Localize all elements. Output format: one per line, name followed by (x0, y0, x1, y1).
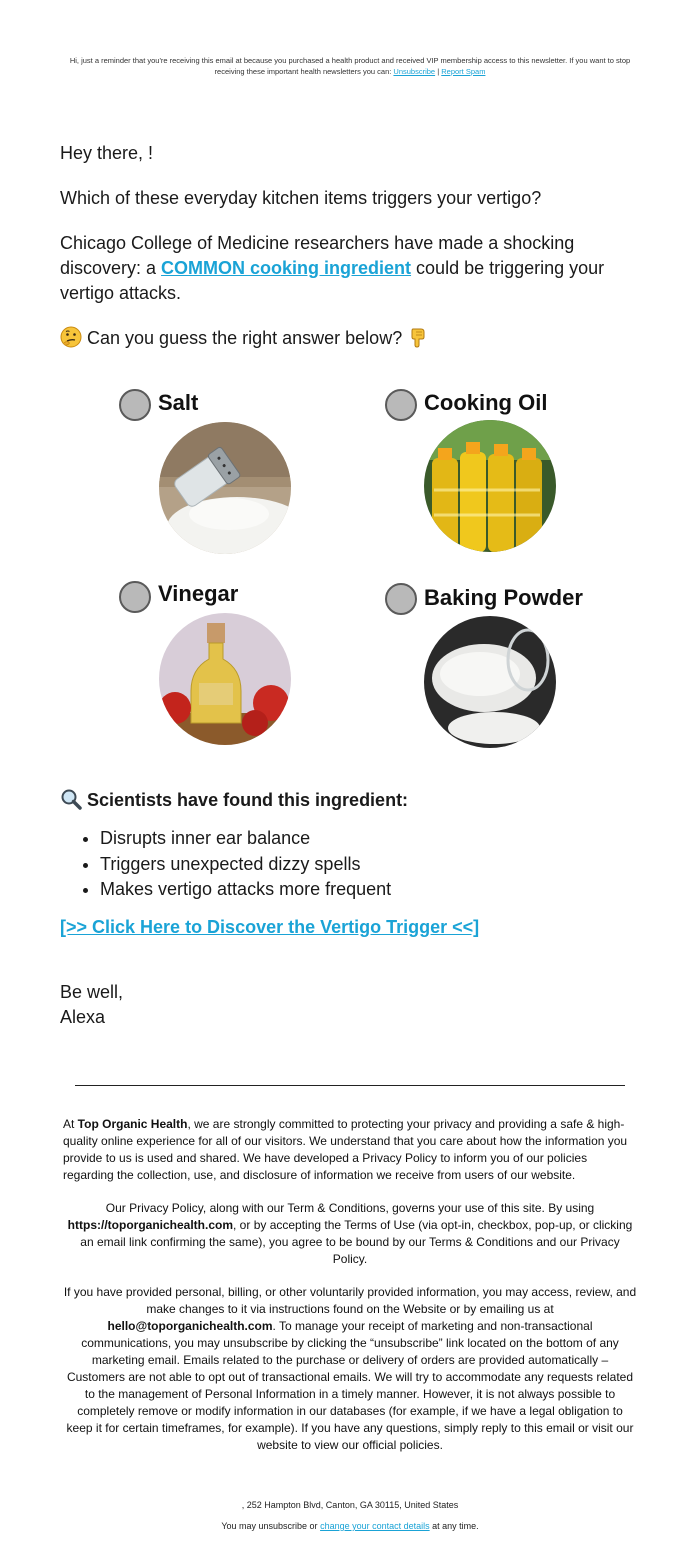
site-url: https://toporganichealth.com (67, 1218, 234, 1232)
magnifying-glass-icon (60, 788, 82, 810)
discovery-after: could be triggering your vertigo attacks. (60, 258, 605, 303)
common-ingredient-link[interactable]: COMMON cooking ingredient (161, 258, 412, 278)
radio-baking-powder[interactable] (385, 583, 417, 615)
radio-vinegar[interactable] (119, 581, 151, 613)
signoff-name: Alexa (60, 1007, 106, 1027)
legal-p2-b: , or by accepting the Terms of Use (via opt-in, checkbox, pop-up, or clicking an email link confirming the same), you agree to be bound by our Terms & Conditions and our Privacy Policy. (80, 1218, 633, 1266)
footer-unsubscribe (60, 1521, 640, 1531)
report-spam-link[interactable]: Report Spam (441, 67, 486, 76)
option-vinegar-label: Vinegar (158, 581, 239, 606)
greeting (60, 141, 640, 166)
brand-name: Top Organic Health (77, 1117, 188, 1131)
question (60, 186, 640, 211)
scientists-heading-text: Scientists have found this ingredient: (87, 790, 409, 810)
legal-paragraph-3 (63, 1284, 637, 1454)
legal-p3-a: If you have provided personal, billing, or other voluntarily provided information, you may access, review, and make changes to it via instructions found on the Website or by emailing us at (63, 1285, 637, 1316)
thinking-face-icon (60, 326, 82, 348)
option-cooking-oil[interactable] (384, 388, 584, 558)
discover-trigger-link[interactable]: [>> Click Here to Discover the Vertigo Trigger <<] (60, 917, 480, 937)
footer-unsub-b: at any time. (429, 1521, 479, 1531)
list-item: • Triggers unexpected dizzy spells (100, 852, 391, 878)
discovery-before: Chicago College of Medicine researchers have made a shocking discovery: a (60, 233, 575, 278)
footer-address: , 252 Hampton Blvd, Canton, GA 30115, United States (241, 1500, 459, 1510)
guess-text: Can you guess the right answer below? (87, 328, 403, 348)
change-contact-details-link[interactable]: change your contact details (320, 1521, 430, 1531)
vinegar-bottle-image (159, 613, 291, 745)
option-salt[interactable] (118, 388, 308, 558)
scientists-list (80, 826, 391, 903)
question-text: Which of these everyday kitchen items triggers your vertigo? (60, 188, 542, 208)
top-notice (60, 55, 640, 77)
option-vinegar[interactable] (118, 578, 308, 748)
cooking-oil-bottles-image (424, 420, 556, 552)
notice-text: Hi, just a reminder that you're receiving this email at because you purchased a health product and received VIP membership access to this newsletter. If you want to stop receiving these important health newsletters you can: (69, 56, 631, 76)
baking-powder-image (424, 616, 556, 748)
scientists-heading (60, 788, 408, 813)
unsubscribe-link[interactable]: Unsubscribe (393, 67, 436, 76)
option-baking-powder[interactable] (384, 582, 594, 752)
guess-line (60, 326, 640, 351)
option-baking-powder-label: Baking Powder (424, 585, 583, 610)
legal-paragraph-1 (63, 1116, 637, 1184)
option-cooking-oil-label: Cooking Oil (424, 390, 548, 415)
legal-p3-b: . To manage your receipt of marketing and non-transactional communications, you may unsubscribe by clicking the “unsubscribe” link located on the bottom of any marketing email. Emails related to the purchase or delivery of orders are provided automatically – Customers are not able to opt out of transactional emails. We will try to accommodate any requests related to the management of Personal Information in a timely manner. However, it is not always possible to completely remove or modify information in our databases (for example, if we have a legal obligation to keep it for certain timeframes, for example). If you have any questions, simply reply to this email or visit our website to view our official policies. (66, 1319, 634, 1452)
pointing-down-icon (407, 326, 429, 348)
salt-shaker-image (159, 422, 291, 554)
discovery-paragraph (60, 231, 640, 306)
legal-p2-a: Our Privacy Policy, along with our Term & Conditions, governs your use of this site. By using (105, 1201, 595, 1215)
footer-unsub-a: You may unsubscribe or (221, 1521, 321, 1531)
radio-salt[interactable] (119, 389, 151, 421)
greeting-text: Hey there, ! (60, 143, 154, 163)
contact-email: hello@toporganichealth.com (107, 1319, 273, 1333)
notice-separator: | (437, 67, 440, 76)
legal-paragraph-2 (63, 1200, 637, 1268)
signoff-line1: Be well, (60, 982, 124, 1002)
legal-p1-a: At (63, 1117, 78, 1131)
list-item: • Disrupts inner ear balance (100, 826, 391, 852)
option-salt-label: Salt (158, 390, 199, 415)
radio-cooking-oil[interactable] (385, 389, 417, 421)
signoff (60, 980, 123, 1030)
divider (75, 1085, 625, 1086)
list-item: • Makes vertigo attacks more frequent (100, 877, 391, 903)
legal-p1-b: , we are strongly committed to protecting your privacy and providing a safe & high-quality online experience for all of our visitors. We understand that you care about how the information you provide to us is used and shared. We have developed a Privacy Policy to inform you of our policies regarding the collection, use, and disclosure of information we receive from users of our website. (63, 1117, 628, 1182)
